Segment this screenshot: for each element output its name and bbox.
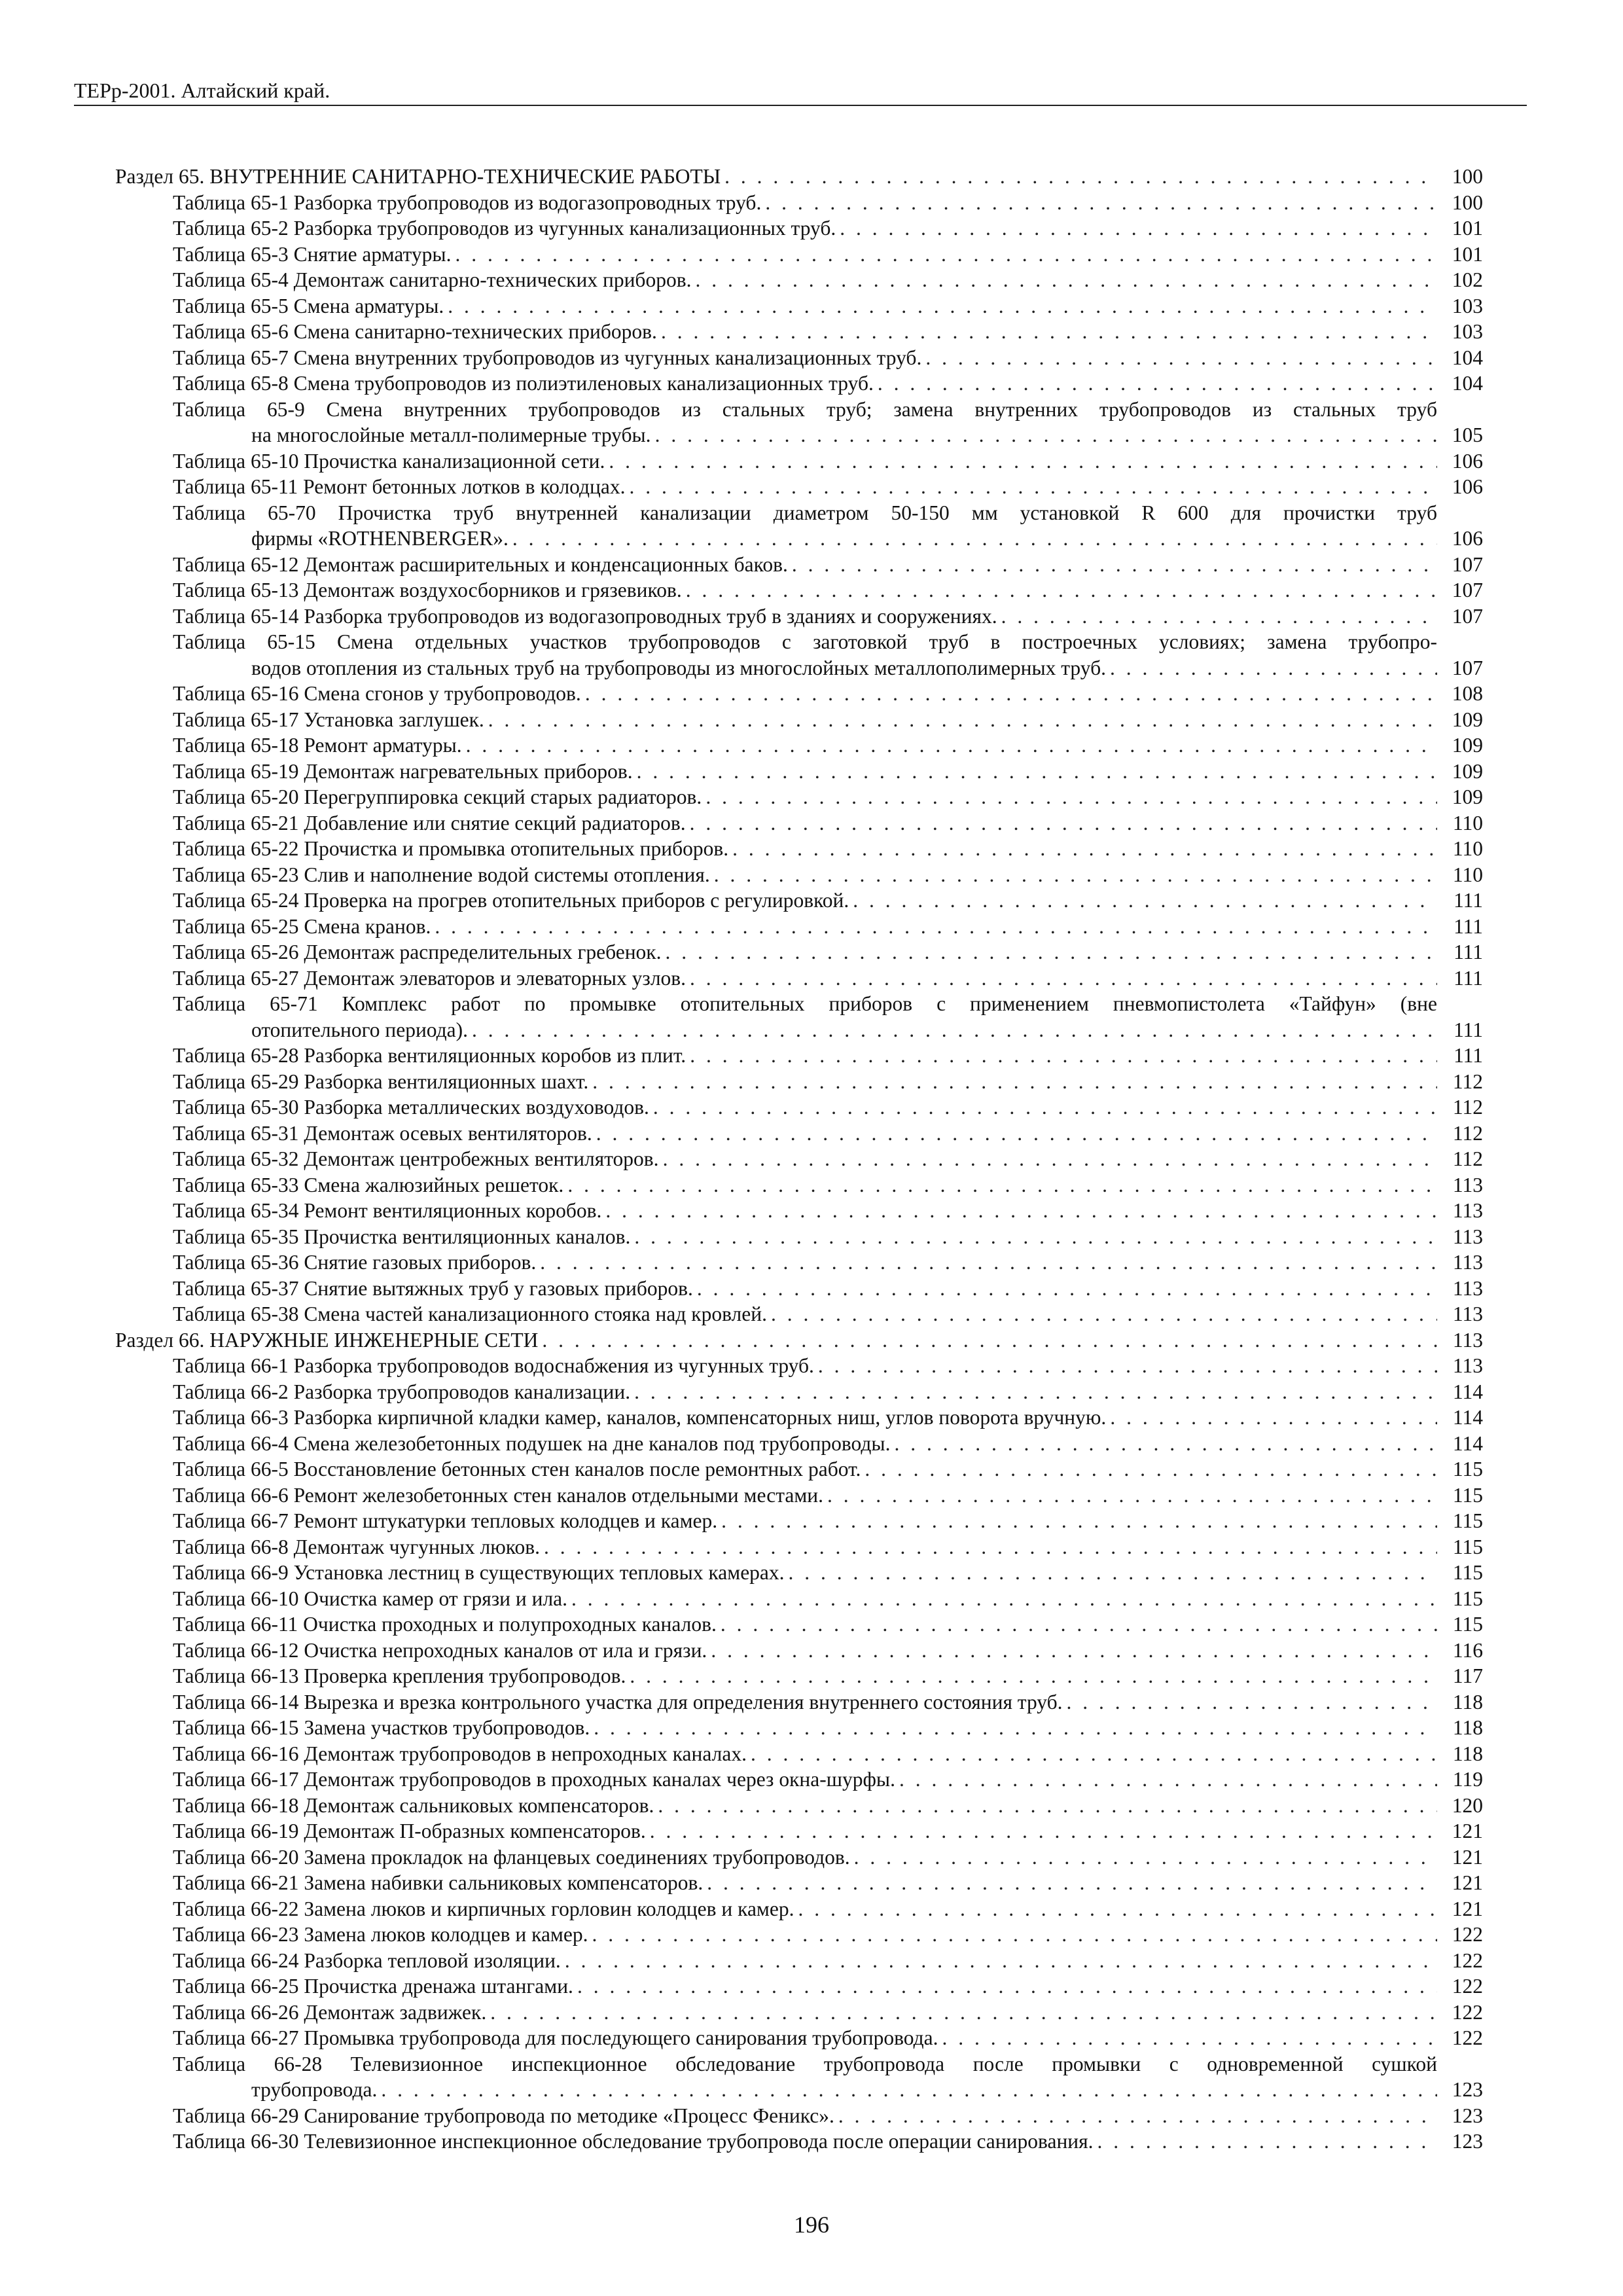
toc-page-number: 113 xyxy=(1452,1225,1483,1248)
toc-table-entry[interactable] xyxy=(115,1121,1483,1147)
toc-entry-title-line: Таблица 65-15 Смена отдельных участков трубопроводов с заготовкой труб в построечных условиях; замена трубопро- xyxy=(173,630,1437,653)
toc-entry-title: водов отопления из стальных труб на трубопроводы из многослойных металлополимерных труб. xyxy=(251,656,1107,679)
toc-entry-title: Таблица 65-32 Демонтаж центробежных вентиляторов. xyxy=(173,1147,659,1170)
toc-page-number: 109 xyxy=(1452,759,1483,783)
toc-entry-title: Таблица 66-20 Замена прокладок на фланцевых соединениях трубопроводов. xyxy=(173,1845,850,1869)
toc-entry-title: Таблица 65-19 Демонтаж нагревательных приборов. xyxy=(173,759,633,783)
toc-entry-title: Таблица 66-30 Телевизионное инспекционное обследование трубопровода после операции санирования. xyxy=(173,2130,1094,2153)
dot-leader xyxy=(592,1069,1437,1095)
toc-page-number: 108 xyxy=(1452,682,1483,705)
toc-table-entry[interactable] xyxy=(115,965,1483,992)
dot-leader xyxy=(690,1043,1437,1069)
toc-page-number: 115 xyxy=(1452,1483,1483,1507)
toc-entry-title: Таблица 65-20 Перегруппировка секций старых радиаторов. xyxy=(173,785,702,808)
toc-entry-title: Таблица 65-7 Смена внутренних трубопроводов из чугунных канализационных труб. xyxy=(173,346,922,369)
toc-entry-title: Таблица 66-14 Вырезка и врезка контрольного участка для определения внутреннего состояния труб. xyxy=(173,1690,1063,1713)
toc-entry-title: Таблица 65-23 Слив и наполнение водой системы отопления. xyxy=(173,863,710,886)
dot-leader xyxy=(565,1948,1437,1974)
toc-entry-title: Таблица 66-26 Демонтаж задвижек. xyxy=(173,2000,487,2024)
toc-page-number: 121 xyxy=(1452,1871,1483,1894)
dot-leader xyxy=(878,370,1437,397)
toc-table-entry[interactable] xyxy=(115,939,1483,965)
toc-entry-title: Таблица 65-21 Добавление или снятие секций радиаторов. xyxy=(173,811,686,834)
dot-leader xyxy=(894,1431,1437,1457)
dot-leader xyxy=(686,577,1437,603)
toc-table-entry[interactable] xyxy=(115,1431,1483,1457)
toc-entry-title: Таблица 65-11 Ремонт бетонных лотков в колодцах. xyxy=(173,475,626,498)
toc-table-entry[interactable] xyxy=(115,1715,1483,1741)
toc-entry-title: Таблица 65-16 Смена сгонов у трубопроводов. xyxy=(173,682,581,705)
dot-leader xyxy=(1097,2128,1437,2155)
toc-table-entry[interactable] xyxy=(115,1379,1483,1405)
toc-table-entry[interactable] xyxy=(115,397,1483,448)
toc-table-entry[interactable] xyxy=(115,1276,1483,1302)
toc-page-number: 111 xyxy=(1454,1018,1483,1041)
toc-page-number: 106 xyxy=(1452,449,1483,473)
toc-page-number: 110 xyxy=(1452,811,1483,834)
toc-table-entry[interactable] xyxy=(115,190,1483,216)
toc-entry-title: Таблица 65-37 Снятие вытяжных труб у газовых приборов. xyxy=(173,1276,693,1300)
toc-entry-title: Таблица 65-26 Демонтаж распределительных гребенок. xyxy=(173,941,662,963)
toc-entry-title: Таблица 65-2 Разборка трубопроводов из чугунных канализационных труб. xyxy=(173,217,836,240)
dot-leader xyxy=(1110,1405,1437,1431)
dot-leader xyxy=(695,267,1437,293)
toc-page-number: 113 xyxy=(1452,1199,1483,1222)
toc-table-entry[interactable] xyxy=(115,1353,1483,1379)
toc-table-entry[interactable] xyxy=(115,681,1483,707)
dot-leader xyxy=(540,1249,1437,1276)
toc-table-entry[interactable] xyxy=(115,500,1483,552)
dot-leader xyxy=(732,836,1437,862)
dot-leader xyxy=(792,552,1437,578)
dot-leader xyxy=(714,862,1437,888)
toc-table-entry[interactable] xyxy=(115,603,1483,630)
dot-leader xyxy=(697,1276,1437,1302)
toc-table-entry[interactable] xyxy=(115,345,1483,371)
toc-page-number: 113 xyxy=(1452,1276,1483,1300)
toc-entry-title: Таблица 65-35 Прочистка вентиляционных каналов. xyxy=(173,1225,631,1248)
toc-entry-title: на многослойные металл-полимерные трубы. xyxy=(251,423,651,446)
dot-leader xyxy=(840,215,1437,242)
toc-page-number: 114 xyxy=(1452,1431,1483,1455)
toc-table-entry[interactable] xyxy=(115,1586,1483,1612)
toc-entry-title: Таблица 65-4 Демонтаж санитарно-технических приборов. xyxy=(173,268,692,291)
toc-entry-title: Таблица 65-28 Разборка вентиляционных коробов из плит. xyxy=(173,1044,687,1067)
toc-entry-title: Таблица 66-6 Ремонт железобетонных стен каналов отдельными местами. xyxy=(173,1483,824,1507)
toc-page-number: 114 xyxy=(1452,1380,1483,1403)
dot-leader xyxy=(435,914,1437,940)
toc-page-number: 104 xyxy=(1452,346,1483,369)
dot-leader xyxy=(466,732,1437,759)
toc-entry-title: Таблица 65-5 Смена арматуры. xyxy=(173,294,444,317)
toc-table-entry[interactable] xyxy=(115,1456,1483,1482)
toc-table-entry[interactable] xyxy=(115,1249,1483,1276)
dot-leader xyxy=(721,1611,1437,1638)
dot-leader xyxy=(585,681,1437,707)
toc-entry-title: Таблица 65-22 Прочистка и промывка отопительных приборов. xyxy=(173,837,729,860)
toc-page-number: 119 xyxy=(1452,1768,1483,1791)
toc-page-number: 123 xyxy=(1452,2104,1483,2127)
toc-page-number: 104 xyxy=(1452,372,1483,395)
toc-entry-title: Таблица 66-3 Разборка кирпичной кладки камер, каналов, компенсаторных ниш, углов поворота вручную. xyxy=(173,1406,1107,1429)
toc-page-number: 121 xyxy=(1452,1897,1483,1920)
toc-entry-title: Таблица 66-9 Установка лестниц в существующих тепловых камерах. xyxy=(173,1561,785,1584)
toc-entry-title: Таблица 66-8 Демонтаж чугунных люков. xyxy=(173,1535,540,1558)
toc-entry-title: Таблица 65-14 Разборка трубопроводов из водогазопроводных труб в зданиях и сооружениях. xyxy=(173,604,997,628)
toc-page-number: 111 xyxy=(1454,966,1483,990)
toc-table-entry[interactable] xyxy=(115,888,1483,914)
toc-table-entry[interactable] xyxy=(115,2103,1483,2129)
toc-table-entry[interactable] xyxy=(115,1948,1483,1974)
toc-table-entry[interactable] xyxy=(115,2025,1483,2051)
toc-page-number: 107 xyxy=(1452,579,1483,601)
toc-table-entry[interactable] xyxy=(115,2051,1483,2103)
toc-table-entry[interactable] xyxy=(115,1094,1483,1121)
toc-table-entry[interactable] xyxy=(115,370,1483,397)
toc-table-entry[interactable] xyxy=(115,1405,1483,1431)
toc-table-entry[interactable] xyxy=(115,707,1483,733)
toc-table-entry[interactable] xyxy=(115,629,1483,681)
toc-page-number: 118 xyxy=(1452,1742,1483,1765)
dot-leader xyxy=(707,1870,1437,1896)
toc-page-number: 110 xyxy=(1452,837,1483,860)
toc-entry-title: Таблица 66-13 Проверка крепления трубопроводов. xyxy=(173,1664,626,1687)
toc-page-number: 103 xyxy=(1452,320,1483,343)
dot-leader xyxy=(630,1663,1437,1689)
dot-leader xyxy=(1067,1689,1437,1715)
toc-table-entry[interactable] xyxy=(115,1638,1483,1664)
toc-page-number: 110 xyxy=(1452,863,1483,886)
toc-entry-title: Таблица 65-1 Разборка трубопроводов из водогазопроводных труб. xyxy=(173,190,762,214)
toc-entry-title: Таблица 66-23 Замена люков колодцев и камер. xyxy=(173,1923,588,1946)
toc-table-entry[interactable] xyxy=(115,1870,1483,1896)
dot-leader xyxy=(655,422,1437,448)
toc-page-number: 122 xyxy=(1452,1948,1483,1972)
toc-table-entry[interactable] xyxy=(115,1043,1483,1069)
toc-entry-title: Таблица 66-2 Разборка трубопроводов канализации. xyxy=(173,1380,631,1403)
toc-entry-title: фирмы «ROTHENBERGER». xyxy=(251,527,508,550)
toc-entry-title: Таблица 65-10 Прочистка канализационной сети. xyxy=(173,449,605,473)
toc-entry-title: Таблица 66-19 Демонтаж П-образных компенсаторов. xyxy=(173,1820,646,1842)
dot-leader xyxy=(724,164,1437,190)
toc-page-number: 100 xyxy=(1452,165,1483,188)
toc-table-entry[interactable] xyxy=(115,1069,1483,1095)
toc-entry-title: Таблица 66-18 Демонтаж сальниковых компенсаторов. xyxy=(173,1793,654,1817)
dot-leader xyxy=(658,1793,1437,1819)
toc-table-entry[interactable] xyxy=(115,267,1483,293)
dot-leader xyxy=(1110,655,1437,681)
toc-entry-title: Таблица 65-29 Разборка вентиляционных шахт. xyxy=(173,1069,589,1093)
toc-page-number: 118 xyxy=(1452,1690,1483,1713)
dot-leader xyxy=(771,1301,1437,1327)
dot-leader xyxy=(567,1172,1437,1198)
toc-table-entry[interactable] xyxy=(115,1560,1483,1586)
toc-entry-title: Таблица 66-5 Восстановление бетонных стен каналов после ремонтных работ. xyxy=(173,1458,861,1480)
toc-page-number: 122 xyxy=(1452,1923,1483,1946)
dot-leader xyxy=(490,2000,1437,2026)
toc-entry-title: Таблица 66-29 Санирование трубопровода по методике «Процесс Феникс». xyxy=(173,2104,834,2127)
dot-leader xyxy=(818,1353,1437,1379)
toc-table-entry[interactable] xyxy=(115,1896,1483,1922)
toc-entry-title: Таблица 66-12 Очистка непроходных каналов от ила и грязи. xyxy=(173,1638,707,1662)
toc-table-entry[interactable] xyxy=(115,914,1483,940)
toc-table-entry[interactable] xyxy=(115,1818,1483,1844)
toc-entry-title: Таблица 65-31 Демонтаж осевых вентиляторов. xyxy=(173,1121,592,1145)
dot-leader xyxy=(571,1586,1437,1612)
toc-entry-title: Таблица 65-36 Снятие газовых приборов. xyxy=(173,1251,537,1274)
toc-entry-title: трубопровода. xyxy=(251,2078,378,2101)
toc-page-number: 109 xyxy=(1452,708,1483,731)
dot-leader xyxy=(637,759,1437,785)
dot-leader xyxy=(942,2025,1437,2051)
toc-table-entry[interactable] xyxy=(115,577,1483,603)
toc-table-entry[interactable] xyxy=(115,836,1483,862)
dot-leader xyxy=(899,1767,1437,1793)
dot-leader xyxy=(577,1973,1437,2000)
toc-entry-title-line: Таблица 66-28 Телевизионное инспекционное обследование трубопровода после промывки с одновременной сушкой xyxy=(173,2052,1437,2075)
toc-page-number: 121 xyxy=(1452,1845,1483,1869)
toc-entry-title: Таблица 65-13 Демонтаж воздухосборников и грязевиков. xyxy=(173,579,682,601)
toc-table-entry[interactable] xyxy=(115,732,1483,759)
toc-table-entry[interactable] xyxy=(115,1301,1483,1327)
toc-entry-title: Таблица 65-38 Смена частей канализационного стояка над кровлей. xyxy=(173,1302,767,1325)
toc-entry-title: Таблица 65-25 Смена кранов. xyxy=(173,914,431,938)
toc-entry-title: Таблица 65-12 Демонтаж расширительных и конденсационных баков. xyxy=(173,552,788,576)
toc-page-number: 113 xyxy=(1452,1302,1483,1325)
toc-page-number: 113 xyxy=(1452,1173,1483,1196)
toc-page-number: 112 xyxy=(1452,1147,1483,1170)
toc-page-number: 103 xyxy=(1452,294,1483,317)
dot-leader xyxy=(798,1896,1437,1922)
header-rule xyxy=(74,105,1527,106)
toc-page-number: 118 xyxy=(1452,1716,1483,1739)
toc-entry-title: Таблица 66-4 Смена железобетонных подушек на дне каналов под трубопроводы. xyxy=(173,1431,891,1455)
toc-entry-title: Таблица 66-16 Демонтаж трубопроводов в непроходных каналах. xyxy=(173,1742,747,1765)
toc-entry-title: Таблица 66-11 Очистка проходных и полупроходных каналов. xyxy=(173,1613,717,1636)
toc-page-number: 107 xyxy=(1452,604,1483,628)
toc-table-entry[interactable] xyxy=(115,810,1483,836)
toc-page-number: 121 xyxy=(1452,1820,1483,1842)
dot-leader xyxy=(650,1818,1437,1844)
toc-entry-title: Таблица 66-27 Промывка трубопровода для последующего санирования трубопровода. xyxy=(173,2026,938,2049)
dot-leader xyxy=(544,1534,1437,1560)
toc-page-number: 100 xyxy=(1452,190,1483,214)
dot-leader xyxy=(448,293,1437,319)
toc-table-entry[interactable] xyxy=(115,1534,1483,1560)
dot-leader xyxy=(789,1560,1437,1586)
toc-entry-title: Раздел 65. ВНУТРЕННИЕ САНИТАРНО-ТЕХНИЧЕСКИЕ РАБОТЫ xyxy=(115,165,721,188)
toc-page-number: 122 xyxy=(1452,1975,1483,1998)
toc-table-entry[interactable] xyxy=(115,1172,1483,1198)
toc-entry-title: Таблица 66-7 Ремонт штукатурки тепловых колодцев и камер. xyxy=(173,1509,718,1532)
toc-entry-title: Таблица 65-3 Снятие арматуры. xyxy=(173,242,452,266)
toc-entry-title: Таблица 66-25 Прочистка дренажа штангами. xyxy=(173,1975,573,1998)
dot-leader xyxy=(634,1379,1437,1405)
toc-page-number: 111 xyxy=(1454,941,1483,963)
running-header: ТЕРр-2001. Алтайский край. xyxy=(74,79,330,102)
toc-table-entry[interactable] xyxy=(115,1146,1483,1172)
toc-table-entry[interactable] xyxy=(115,1689,1483,1715)
toc-section-entry[interactable] xyxy=(115,164,1483,190)
toc-table-entry[interactable] xyxy=(115,1741,1483,1767)
toc-entry-title: Таблица 66-17 Демонтаж трубопроводов в проходных каналах через окна-шурфы. xyxy=(173,1768,895,1791)
toc-table-entry[interactable] xyxy=(115,448,1483,475)
toc-entry-title: Таблица 65-24 Проверка на прогрев отопительных приборов с регулировкой. xyxy=(173,889,849,912)
toc-page-number: 115 xyxy=(1452,1613,1483,1636)
toc-page-number: 122 xyxy=(1452,2026,1483,2049)
dot-leader xyxy=(751,1741,1437,1767)
dot-leader xyxy=(665,939,1437,965)
toc-page-number: 115 xyxy=(1452,1561,1483,1584)
toc-table-entry[interactable] xyxy=(115,1508,1483,1534)
toc-table-entry[interactable] xyxy=(115,1198,1483,1224)
toc-entry-title: Таблица 65-33 Смена жалюзийных решеток. xyxy=(173,1173,564,1196)
toc-entry-title: отопительного периода). xyxy=(251,1018,469,1041)
toc-table-entry[interactable] xyxy=(115,242,1483,268)
table-of-contents xyxy=(115,164,1483,2155)
toc-entry-title: Таблица 65-8 Смена трубопроводов из полиэтиленовых канализационных труб. xyxy=(173,372,874,395)
toc-table-entry[interactable] xyxy=(115,1793,1483,1819)
toc-table-entry[interactable] xyxy=(115,552,1483,578)
page-number: 196 xyxy=(794,2212,829,2238)
dot-leader xyxy=(455,242,1437,268)
toc-table-entry[interactable] xyxy=(115,2000,1483,2026)
toc-entry-title-line: Таблица 65-9 Смена внутренних трубопроводов из стальных труб; замена внутренних трубопроводов из стальных труб xyxy=(173,397,1437,421)
dot-leader xyxy=(663,1146,1437,1172)
toc-entry-title: Таблица 65-18 Ремонт арматуры. xyxy=(173,734,462,757)
toc-page-number: 102 xyxy=(1452,268,1483,291)
toc-section-entry[interactable] xyxy=(115,1327,1483,1354)
toc-entry-title: Таблица 65-30 Разборка металлических воздуховодов. xyxy=(173,1096,649,1119)
dot-leader xyxy=(705,784,1437,810)
toc-entry-title: Таблица 66-15 Замена участков трубопроводов. xyxy=(173,1716,590,1739)
toc-page-number: 105 xyxy=(1452,423,1483,446)
toc-entry-title: Таблица 65-34 Ремонт вентиляционных коробов. xyxy=(173,1199,602,1222)
dot-leader xyxy=(596,1121,1437,1147)
dot-leader xyxy=(827,1482,1437,1509)
toc-table-entry[interactable] xyxy=(115,1973,1483,2000)
toc-table-entry[interactable] xyxy=(115,293,1483,319)
toc-page-number: 109 xyxy=(1452,734,1483,757)
toc-table-entry[interactable] xyxy=(115,759,1483,785)
toc-table-entry[interactable] xyxy=(115,319,1483,345)
toc-entry-title: Таблица 66-10 Очистка камер от грязи и ила. xyxy=(173,1587,568,1610)
toc-table-entry[interactable] xyxy=(115,1482,1483,1509)
toc-page-number: 120 xyxy=(1452,1793,1483,1817)
toc-page-number: 113 xyxy=(1452,1328,1483,1352)
toc-entry-title: Таблица 66-24 Разборка тепловой изоляции. xyxy=(173,1948,561,1972)
dot-leader xyxy=(512,526,1437,552)
toc-entry-title: Таблица 65-6 Смена санитарно-технических приборов. xyxy=(173,320,657,343)
dot-leader xyxy=(661,319,1437,345)
toc-table-entry[interactable] xyxy=(115,1663,1483,1689)
dot-leader xyxy=(765,190,1437,216)
toc-entry-title: Таблица 65-27 Демонтаж элеваторов и элеваторных узлов. xyxy=(173,966,687,990)
toc-entry-title: Таблица 65-17 Установка заглушек. xyxy=(173,708,484,731)
dot-leader xyxy=(488,707,1437,733)
dot-leader xyxy=(592,1922,1437,1948)
toc-page-number: 101 xyxy=(1452,217,1483,240)
toc-page-number: 115 xyxy=(1452,1509,1483,1532)
toc-page-number: 112 xyxy=(1452,1121,1483,1145)
dot-leader xyxy=(854,1844,1437,1871)
toc-entry-title-line: Таблица 65-70 Прочистка труб внутренней канализации диаметром 50-150 мм установкой R 600 для прочистки труб xyxy=(173,501,1437,524)
toc-page-number: 111 xyxy=(1454,889,1483,912)
dot-leader xyxy=(609,448,1437,475)
toc-page-number: 113 xyxy=(1452,1354,1483,1377)
dot-leader xyxy=(865,1456,1437,1482)
dot-leader xyxy=(634,1224,1437,1250)
dot-leader xyxy=(721,1508,1437,1534)
toc-table-entry[interactable] xyxy=(115,784,1483,810)
toc-page-number: 123 xyxy=(1452,2130,1483,2153)
dot-leader xyxy=(542,1327,1437,1354)
toc-page-number: 101 xyxy=(1452,242,1483,266)
toc-page-number: 117 xyxy=(1452,1664,1483,1687)
toc-page-number: 109 xyxy=(1452,785,1483,808)
dot-leader xyxy=(605,1198,1437,1224)
toc-table-entry[interactable] xyxy=(115,1767,1483,1793)
toc-table-entry[interactable] xyxy=(115,474,1483,500)
toc-table-entry[interactable] xyxy=(115,1611,1483,1638)
toc-table-entry[interactable] xyxy=(115,991,1483,1043)
toc-page-number: 115 xyxy=(1452,1535,1483,1558)
dot-leader xyxy=(594,1715,1437,1741)
dot-leader xyxy=(711,1638,1437,1664)
toc-page-number: 114 xyxy=(1452,1406,1483,1429)
toc-page-number: 116 xyxy=(1452,1638,1483,1662)
dot-leader xyxy=(925,345,1437,371)
toc-page-number: 107 xyxy=(1452,656,1483,679)
toc-page-number: 106 xyxy=(1452,475,1483,498)
toc-entry-title: Таблица 66-21 Замена набивки сальниковых компенсаторов. xyxy=(173,1871,704,1894)
dot-leader xyxy=(1001,603,1437,630)
dot-leader xyxy=(472,1017,1437,1043)
toc-table-entry[interactable] xyxy=(115,1224,1483,1250)
toc-table-entry[interactable] xyxy=(115,2128,1483,2155)
toc-page-number: 106 xyxy=(1452,527,1483,550)
toc-entry-title: Таблица 66-22 Замена люков и кирпичных горловин колодцев и камер. xyxy=(173,1897,794,1920)
dot-leader xyxy=(853,888,1437,914)
toc-page-number: 112 xyxy=(1452,1096,1483,1119)
toc-table-entry[interactable] xyxy=(115,1922,1483,1948)
toc-entry-title: Раздел 66. НАРУЖНЫЕ ИНЖЕНЕРНЫЕ СЕТИ xyxy=(115,1328,539,1352)
dot-leader xyxy=(381,2077,1437,2103)
dot-leader xyxy=(630,474,1438,500)
dot-leader xyxy=(690,965,1437,992)
dot-leader xyxy=(690,810,1437,836)
toc-page-number: 123 xyxy=(1452,2078,1483,2101)
toc-page-number: 113 xyxy=(1452,1251,1483,1274)
dot-leader xyxy=(838,2103,1437,2129)
toc-table-entry[interactable] xyxy=(115,215,1483,242)
toc-entry-title: Таблица 66-1 Разборка трубопроводов водоснабжения из чугунных труб. xyxy=(173,1354,814,1377)
toc-page-number: 111 xyxy=(1454,914,1483,938)
toc-page-number: 115 xyxy=(1452,1587,1483,1610)
toc-page-number: 107 xyxy=(1452,552,1483,576)
toc-entry-title-line: Таблица 65-71 Комплекс работ по промывке отопительных приборов с применением пневмопистолета «Тайфун» (вне xyxy=(173,992,1437,1015)
toc-page-number: 122 xyxy=(1452,2000,1483,2024)
toc-page-number: 112 xyxy=(1452,1069,1483,1093)
dot-leader xyxy=(653,1094,1437,1121)
toc-table-entry[interactable] xyxy=(115,862,1483,888)
toc-page-number: 115 xyxy=(1452,1458,1483,1480)
toc-table-entry[interactable] xyxy=(115,1844,1483,1871)
toc-page-number: 111 xyxy=(1454,1044,1483,1067)
